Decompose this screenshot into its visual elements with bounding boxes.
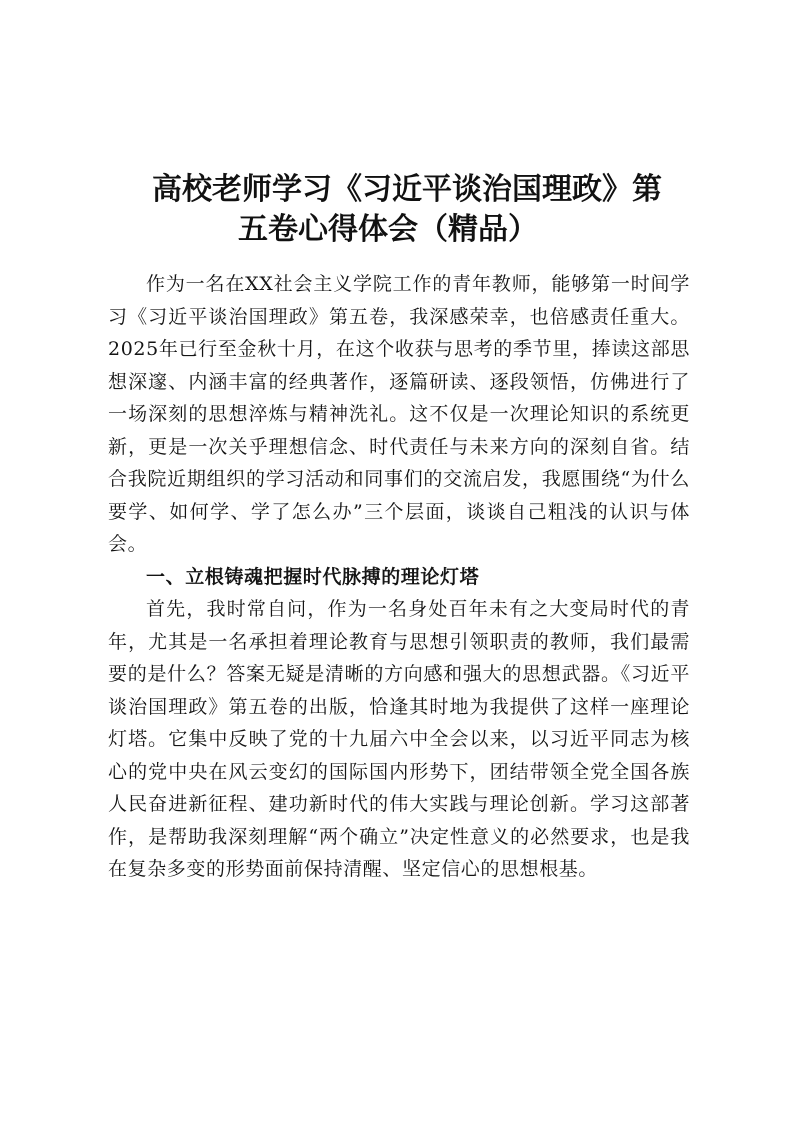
section-heading-1: 一、立根铸魂把握时代脉搏的理论灯塔 — [146, 565, 480, 588]
intro-paragraph: 作为一名在XX社会主义学院工作的青年教师，能够第一时间学习《习近平谈治国理政》第五卷，我深感荣幸，也倍感责任重大。2025年已行至金秋十月，在这个收获与思考的季节里，捧读这部思想深邃、内涵丰富的经典著作，逐篇研读、逐段领悟，仿佛进行了一场深刻的思想淬炼与精神洗礼。这不仅是一次理论知识的系统更新，更是一次关乎理想信念、时代责任与未来方向的深刻自省。结合我院近期组织的学习活动和同事们的交流启发，我愿围绕“为什么要学、如何学、学了怎么办”三个层面，谈谈自己粗浅的认识与体会。 — [108, 273, 690, 555]
section-1-paragraph: 首先，我时常自问，作为一名身处百年未有之大变局时代的青年，尤其是一名承担着理论教育与思想引领职责的教师，我们最需要的是什么？答案无疑是清晰的方向感和强大的思想武器。《习近平谈治国理政》第五卷的出版，恰逢其时地为我提供了这样一座理论灯塔。它集中反映了党的十九届六中全会以来，以习近平同志为核心的党中央在风云变幻的国际国内形势下，团结带领全党全国各族人民奋进新征程、建功新时代的伟大实践与理论创新。学习这部著作，是帮助我深刻理解“两个确立”决定性意义的必然要求，也是我在复杂多变的形势面前保持清醒、坚定信心的思想根基。 — [108, 598, 690, 880]
title-line-1: 高校老师学习《习近平谈治国理政》第 — [152, 172, 662, 208]
document-title — [100, 170, 720, 250]
document-body — [108, 268, 690, 886]
title-line-2: 五卷心得体会（精品） — [238, 212, 538, 248]
